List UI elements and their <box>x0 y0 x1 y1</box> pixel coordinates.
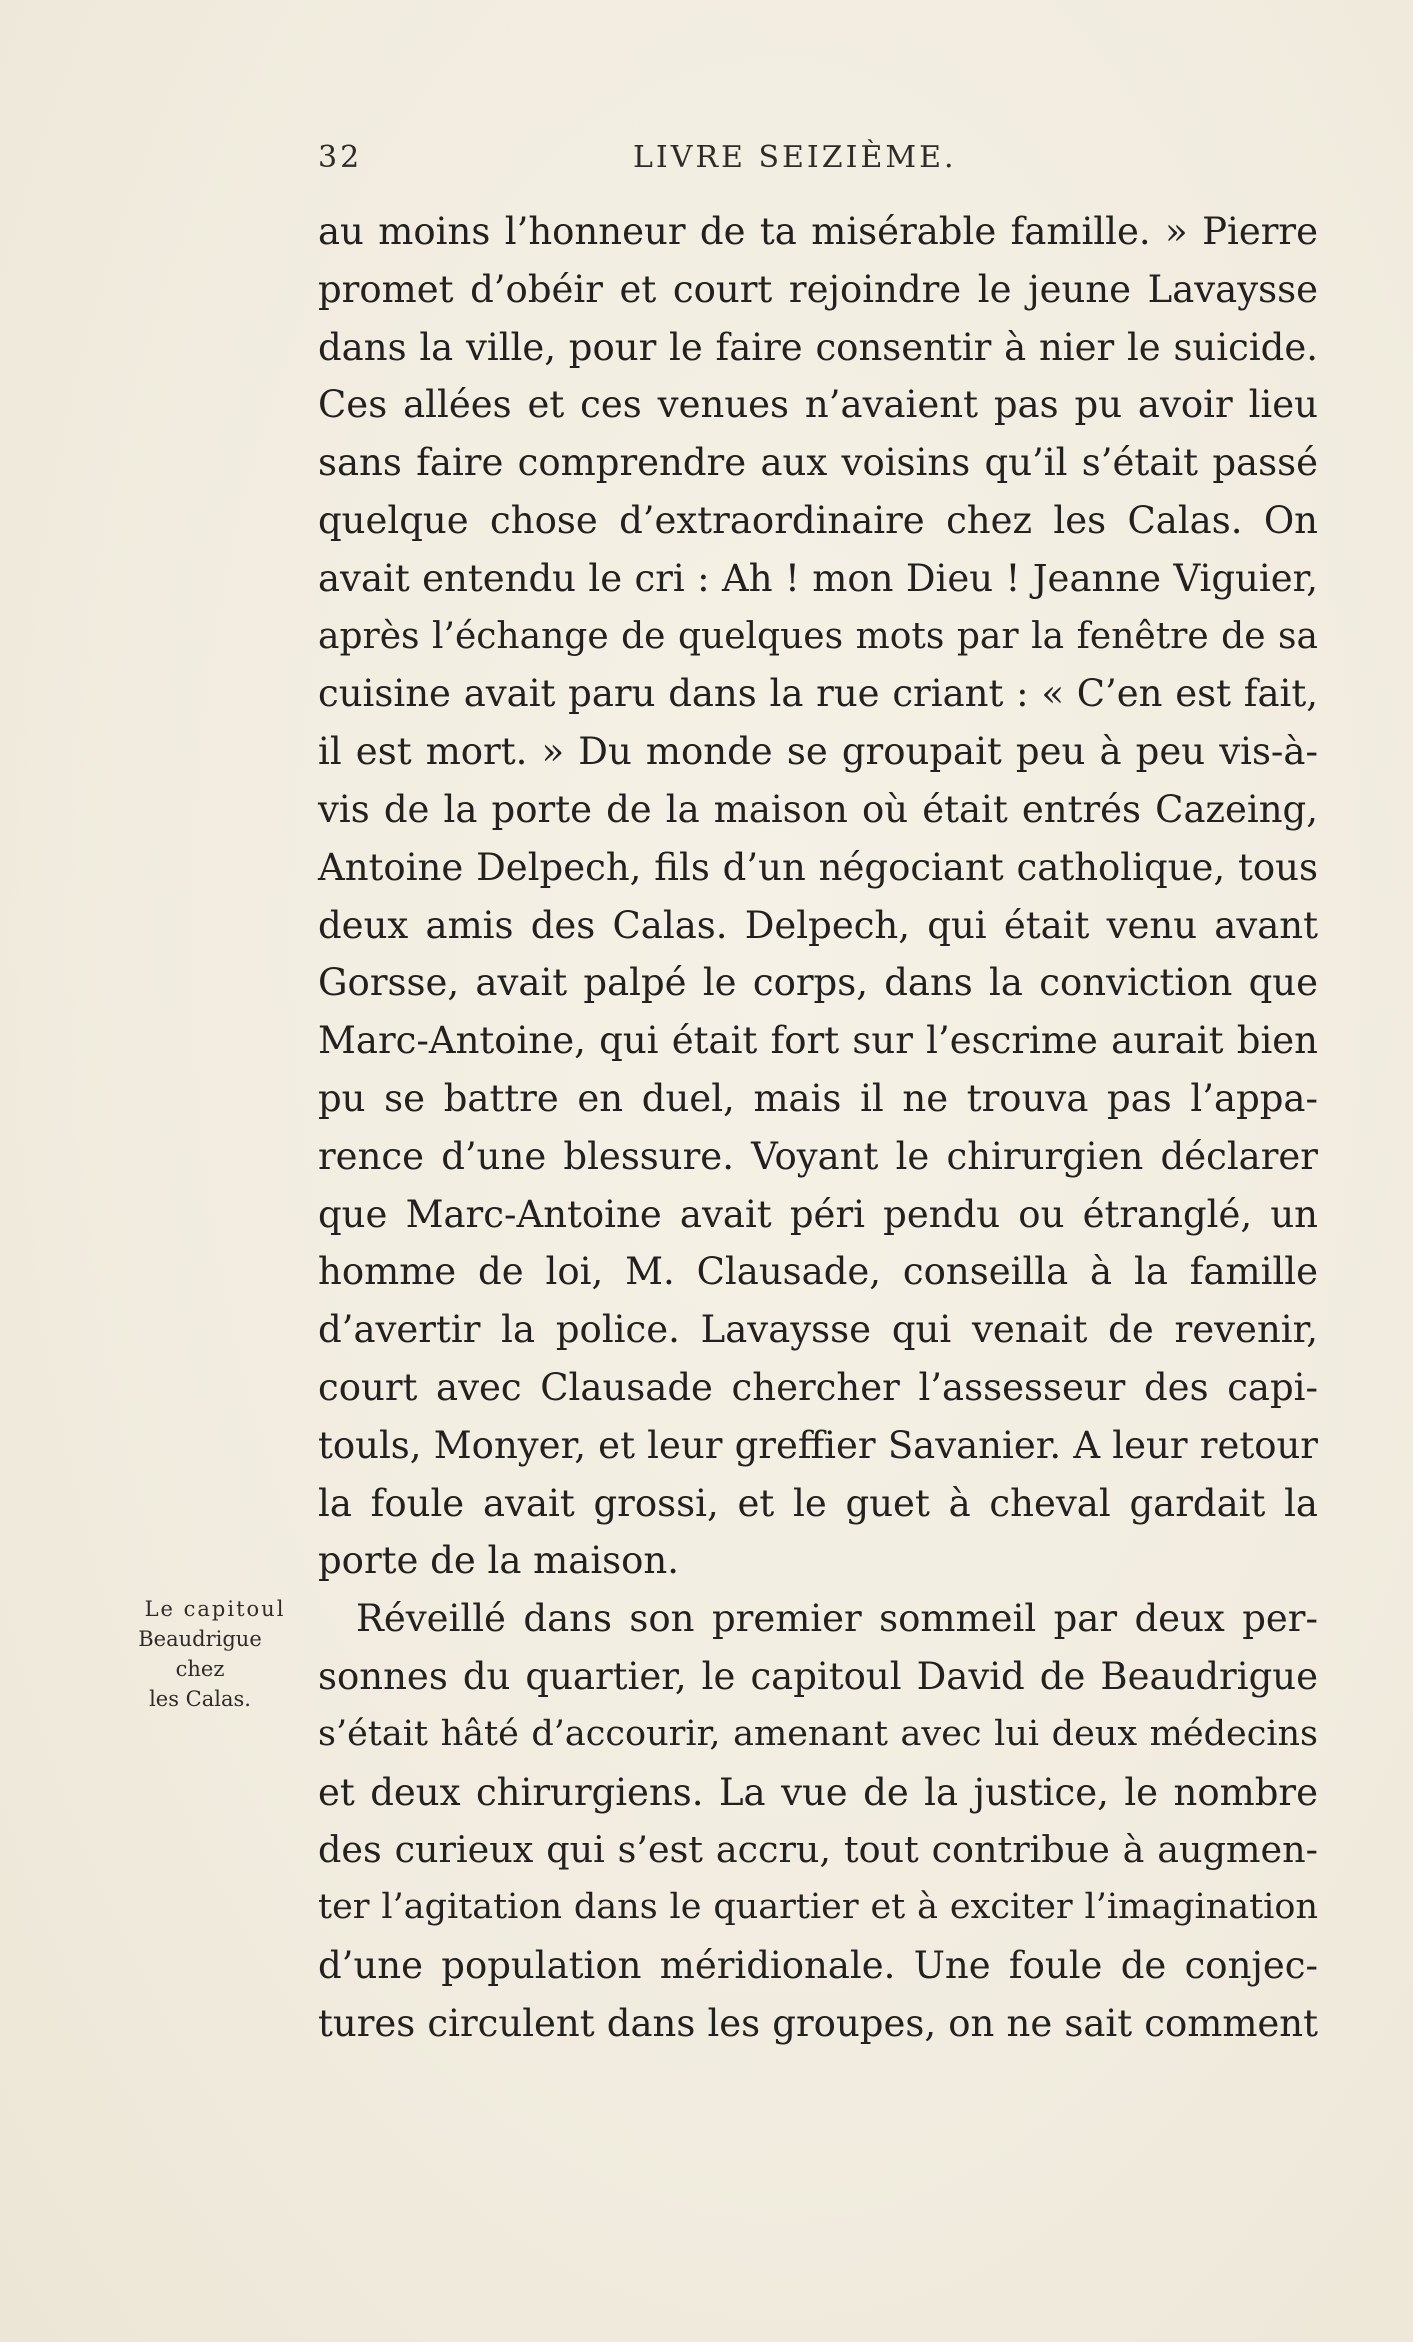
text-line: sans faire comprendre aux voisins qu’il s’était passé <box>318 441 1318 485</box>
margin-note-line: les Calas. <box>149 1687 251 1711</box>
text-line: Antoine Delpech, fils d’un négociant catholique, tous <box>318 845 1318 889</box>
margin-note-line: Beaudrigue <box>138 1627 262 1651</box>
margin-note-line: chez <box>175 1657 225 1681</box>
text-line: d’une population méridionale. Une foule de conjec- <box>318 1943 1318 1987</box>
text-line: Réveillé dans son premier sommeil par deux per- <box>356 1597 1318 1641</box>
text-line: deux amis des Calas. Delpech, qui était venu avant <box>318 903 1318 947</box>
text-line: la foule avait grossi, et le guet à cheval gardait la <box>318 1481 1318 1525</box>
margin-note-line: Le capitoul <box>144 1597 286 1621</box>
text-line: Gorsse, avait palpé le corps, dans la conviction que <box>318 961 1318 1005</box>
text-line: que Marc-Antoine avait péri pendu ou étranglé, un <box>318 1192 1318 1236</box>
text-line: des curieux qui s’est accru, tout contribue à augmen- <box>318 1828 1318 1872</box>
text-line: Ces allées et ces venues n’avaient pas pu avoir lieu <box>318 383 1318 427</box>
text-line: Marc-Antoine, qui était fort sur l’escrime aurait bien <box>318 1019 1318 1063</box>
text-line: quelque chose d’extraordinaire chez les Calas. On <box>318 498 1318 542</box>
text-line: court avec Clausade chercher l’assesseur des capi- <box>318 1365 1318 1409</box>
text-line: homme de loi, M. Clausade, conseilla à la famille <box>318 1250 1318 1294</box>
text-line: ter l’agitation dans le quartier et à exciter l’imagination <box>318 1887 1318 1928</box>
text-line: touls, Monyer, et leur greffier Savanier. A leur retour <box>318 1423 1318 1467</box>
text-line: il est mort. » Du monde se groupait peu à peu vis-à- <box>318 730 1318 774</box>
text-line: s’était hâté d’accourir, amenant avec lui deux médecins <box>318 1713 1318 1754</box>
text-line: dans la ville, pour le faire consentir à nier le suicide. <box>318 325 1318 369</box>
text-line: cuisine avait paru dans la rue criant : « C’en est fait, <box>318 672 1318 716</box>
text-line: tures circulent dans les groupes, on ne sait comment <box>318 2001 1318 2045</box>
text-line: rence d’une blessure. Voyant le chirurgien déclarer <box>318 1134 1318 1178</box>
running-title: LIVRE SEIZIÈME. <box>633 140 957 175</box>
text-line: porte de la maison. <box>318 1539 680 1583</box>
text-line: après l’échange de quelques mots par la fenêtre de sa <box>318 615 1318 657</box>
text-line: vis de la porte de la maison où était entrés Cazeing, <box>318 787 1318 831</box>
text-line: pu se battre en duel, mais il ne trouva pas l’appa- <box>318 1076 1318 1120</box>
text-line: sonnes du quartier, le capitoul David de Beaudrigue <box>318 1654 1318 1698</box>
page-number: 32 <box>318 140 363 175</box>
page-header <box>318 140 1318 180</box>
text-line: et deux chirurgiens. La vue de la justice, le nombre <box>318 1770 1318 1814</box>
margin-note <box>100 1594 300 1714</box>
text-line: au moins l’honneur de ta misérable famille. » Pierre <box>318 210 1318 253</box>
text-line: promet d’obéir et court rejoindre le jeune Lavaysse <box>318 267 1318 311</box>
text-line: d’avertir la police. Lavaysse qui venait de revenir, <box>318 1308 1318 1352</box>
body-text <box>318 203 1318 2053</box>
text-line: avait entendu le cri : Ah ! mon Dieu ! Jeanne Viguier, <box>318 556 1318 600</box>
